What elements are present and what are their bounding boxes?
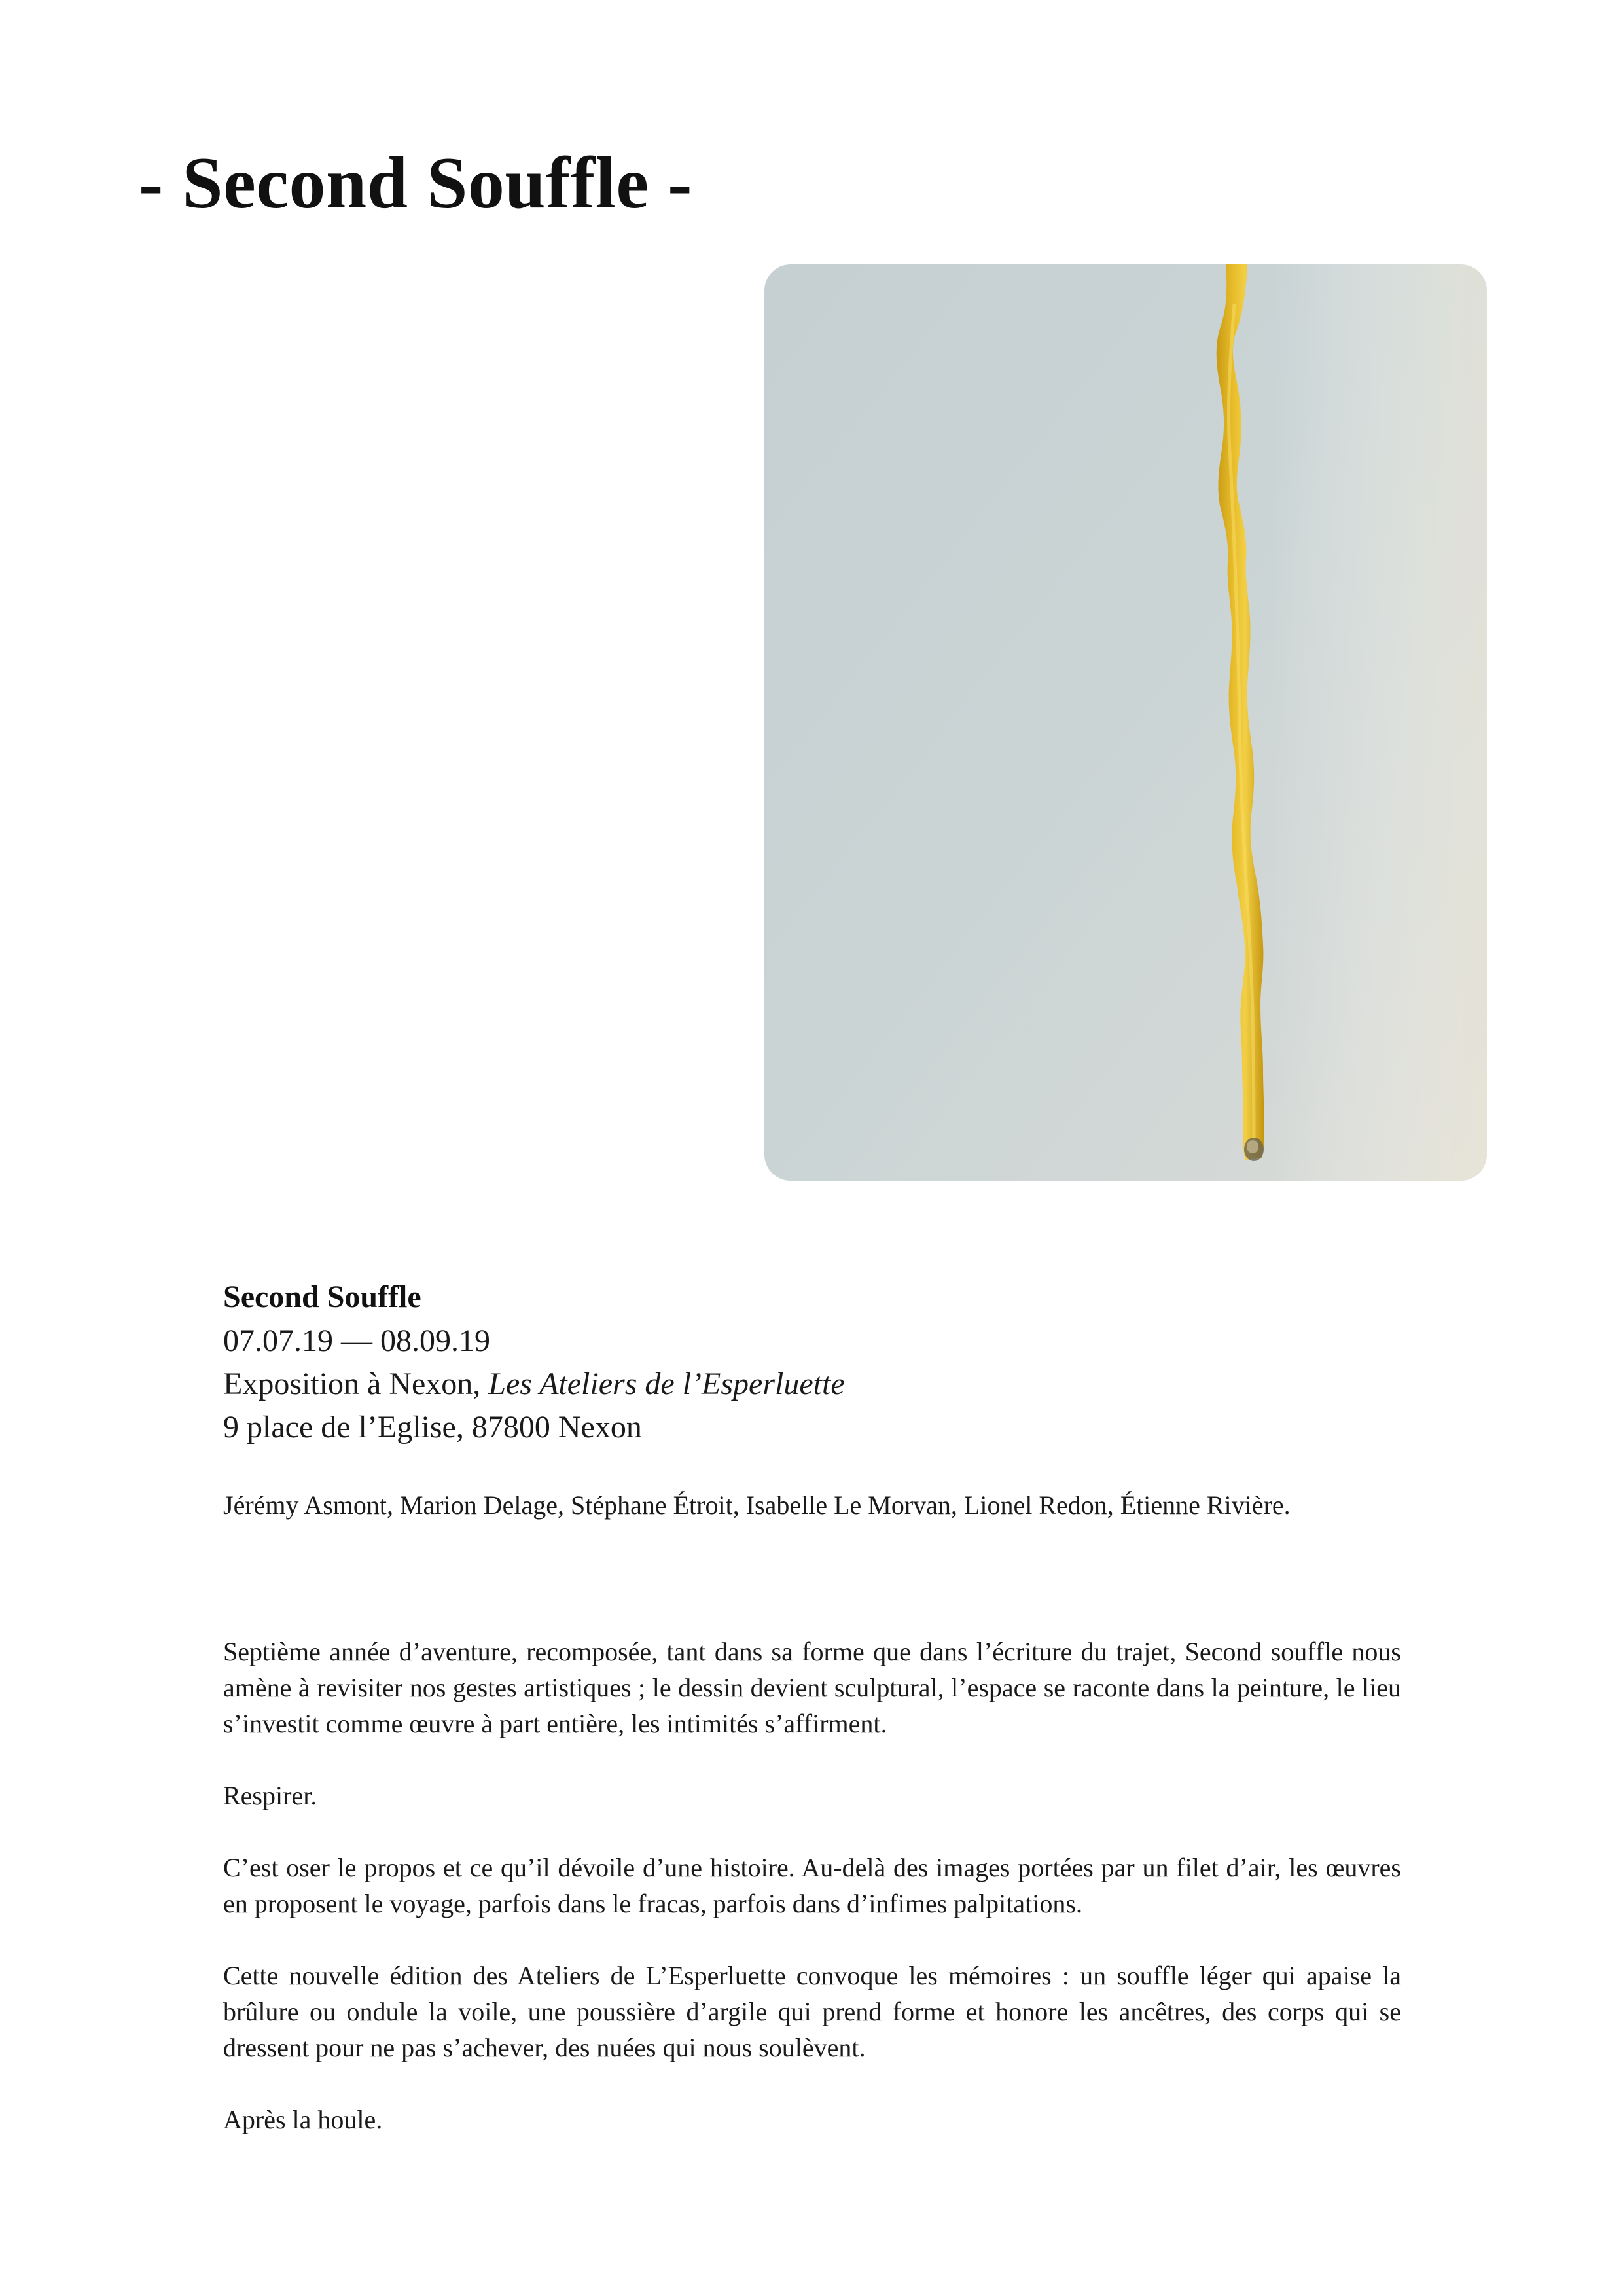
- gold-brushstroke-artwork: [764, 264, 1487, 1181]
- paragraph: Après la houle.: [223, 2105, 383, 2134]
- exhibition-venue: Les Ateliers de l’Esperluette: [488, 1367, 845, 1401]
- exhibition-address: 9 place de l’Eglise, 87800 Nexon: [223, 1410, 642, 1444]
- paragraph: Cette nouvelle édition des Ateliers de L’Esperluette convoque les mémoires : un souffle léger qui apaise la brûlure ou ondule la voile, une poussière d’argile qui prend forme et honore les ancêtres, des corps qui se dressent pour ne pas s’achever, des nuées qui nous soulèvent.: [223, 1961, 1401, 2062]
- exhibition-dates: 07.07.19 — 08.09.19: [223, 1323, 490, 1358]
- artwork-image: [764, 264, 1487, 1181]
- paragraph: Respirer.: [223, 1781, 317, 1810]
- artists-list: Jérémy Asmont, Marion Delage, Stéphane Étroit, Isabelle Le Morvan, Lionel Redon, Étienne Rivière.: [223, 1490, 1291, 1520]
- exhibition-info: [223, 1275, 1401, 1449]
- exhibition-location: [223, 1363, 1401, 1406]
- exhibition-prefix: Exposition à Nexon,: [223, 1367, 489, 1401]
- description-text: [223, 1634, 1401, 2174]
- exhibition-title: Second Souffle: [223, 1280, 421, 1314]
- paragraph: C’est oser le propos et ce qu’il dévoile d’une histoire. Au-delà des images portées par un filet d’air, les œuvres en proposent le voyage, parfois dans le fracas, parfois dans d’infimes palpitations.: [223, 1853, 1401, 1918]
- paragraph: Septième année d’aventure, recomposée, tant dans sa forme que dans l’écriture du trajet, Second souffle nous amène à revisiter nos gestes artistiques ; le dessin devient sculptural, l’espace se raconte dans la peinture, le lieu s’investit comme œuvre à part entière, les intimités s’affirment.: [223, 1637, 1401, 1738]
- page-title: - Second Souffle -: [139, 143, 692, 224]
